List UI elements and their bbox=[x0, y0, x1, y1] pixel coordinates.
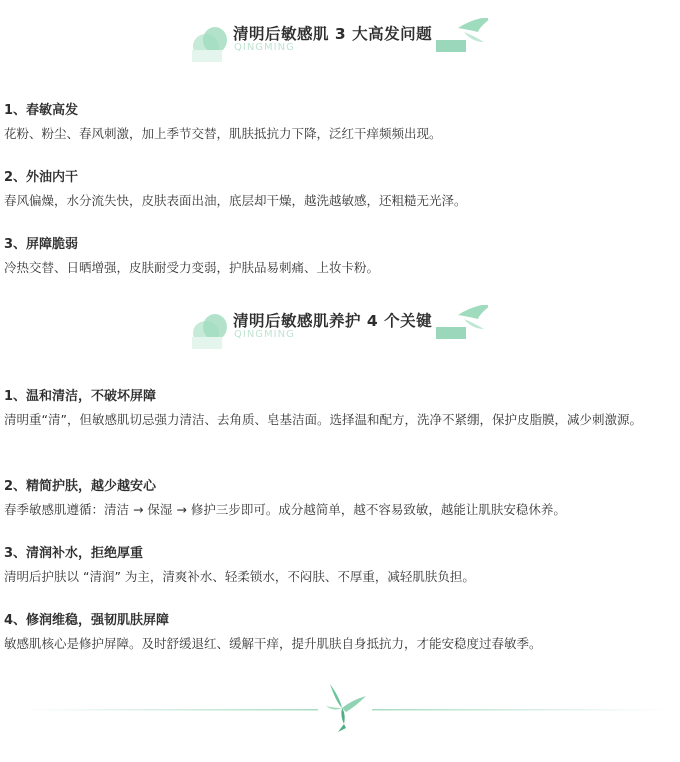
section-heading bbox=[0, 305, 680, 365]
item-title: 2、精简护肤，越少越安心 bbox=[4, 479, 157, 494]
list-item bbox=[4, 236, 680, 279]
item-body: 清明重“清”，但敏感肌切忌强力清洁、去角质、皂基洁面。选择温和配方，洗净不紧绷，保护皮脂膜，减少刺激源。 bbox=[4, 412, 642, 427]
section-subtitle: QINGMING bbox=[234, 329, 295, 340]
item-body: 春风偏燥，水分流失快，皮肤表面出油，底层却干燥，越洗越敏感，还粗糙无光泽。 bbox=[4, 193, 467, 208]
list-item bbox=[4, 169, 680, 212]
item-title: 4、修润维稳，强韧肌肤屏障 bbox=[4, 613, 170, 628]
section-heading bbox=[0, 18, 680, 78]
item-title: 1、温和清洁，不破坏屏障 bbox=[4, 389, 157, 404]
section-subtitle: QINGMING bbox=[234, 42, 295, 53]
item-body: 清明后护肤以 “清润” 为主，清爽补水、轻柔锁水，不闷肤、不厚重，减轻肌肤负担。 bbox=[4, 569, 475, 584]
list-item bbox=[4, 612, 680, 655]
item-body: 敏感肌核心是修护屏障。及时舒缓退红、缓解干痒，提升肌肤自身抵抗力，才能安稳度过春敏季。 bbox=[4, 636, 542, 651]
list-item bbox=[4, 388, 680, 431]
footer-divider bbox=[0, 680, 680, 740]
section-title: 清明后敏感肌 3 大高发问题 bbox=[233, 25, 433, 43]
list-item bbox=[4, 102, 680, 145]
item-title: 1、春敏高发 bbox=[4, 103, 79, 118]
swallow-icon bbox=[326, 684, 366, 732]
item-body: 春季敏感肌遵循：清洁 → 保湿 → 修护三步即可。成分越简单，越不容易致敏，越能让肌肤安稳休养。 bbox=[4, 502, 566, 517]
item-title: 3、屏障脆弱 bbox=[4, 237, 79, 252]
item-body: 花粉、粉尘、春风刺激，加上季节交替，肌肤抵抗力下降，泛红干痒频频出现。 bbox=[4, 126, 442, 141]
item-title: 3、清润补水，拒绝厚重 bbox=[4, 546, 144, 561]
list-item bbox=[4, 545, 680, 588]
item-title: 2、外油内干 bbox=[4, 170, 79, 185]
item-body: 冷热交替、日晒增强，皮肤耐受力变弱，护肤品易刺痛、上妆卡粉。 bbox=[4, 260, 380, 275]
list-item bbox=[4, 478, 680, 521]
section-title: 清明后敏感肌养护 4 个关键 bbox=[233, 312, 433, 330]
